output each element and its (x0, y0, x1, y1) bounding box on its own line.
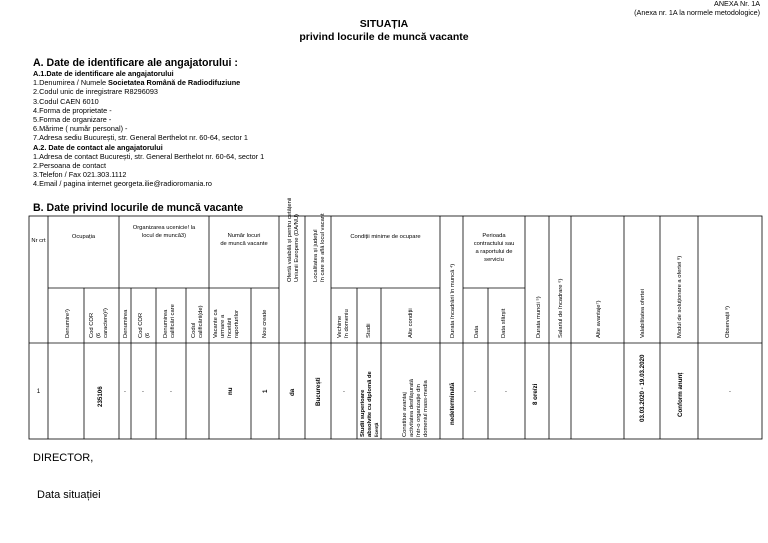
cell-data-sfarsit: - (505, 389, 507, 395)
sub-vacante-3: încetării (227, 317, 233, 338)
cell-oferta: da (289, 388, 296, 396)
sub-nou-create: Nou create (262, 309, 268, 338)
header-durata-incadrarii: Durata încadrării în muncă ⁴) (450, 263, 456, 338)
header-observatii: Observații ⁹) (725, 305, 731, 338)
cell-alte-conditii-1: Constitue avantaj (402, 392, 408, 437)
cell-studii-1: Studii superioare (360, 389, 366, 437)
header-ocupatia: Ocupația (71, 234, 96, 240)
header-perioada-4: serviciu (484, 257, 504, 263)
sub-vacante-2: urmare a (220, 314, 226, 338)
header-salariul: Salariul de încadrare ⁶) (558, 278, 564, 338)
employer-address: 7.Adresa sediu București, str. General Berthelot nr. 60-64, sector 1 (33, 133, 248, 143)
sub-vacante-4: raporturilor (234, 309, 240, 338)
header-numar-2: de muncă vacante (220, 241, 268, 247)
sub-cod-cor-2: (6 (96, 332, 102, 338)
header-organizarea-2: locul de muncă3) (141, 233, 187, 239)
sub-vechime-2: în domeniu (344, 309, 350, 338)
section-b-heading: B. Date privind locurile de muncă vacante (33, 202, 244, 214)
employer-organization: 5.Forma de organizare - (33, 114, 112, 124)
header-conditii: Condiții minime de ocupare (350, 234, 421, 240)
sub-codul-calificarii-2: calificării(de) (198, 305, 204, 338)
sub-vacante-1: Vacante ca (213, 309, 219, 338)
sub-data-sfarsit: Data sfârșit (501, 308, 507, 338)
sub-denumire-calificari-2: calificări care (170, 304, 176, 338)
sub-cod-cor-3: caractere)²) (103, 308, 109, 338)
section-a1-heading: A.1.Date de identificare ale angajatorului (33, 69, 174, 78)
sub-denumirea: Denumirea (123, 309, 129, 338)
sub-vechime-1: Vechime (337, 315, 343, 338)
employer-cui: 2.Codul unic de inregistrare R8296093 (33, 87, 158, 97)
sub-studii: Studii (366, 323, 372, 338)
sub-cod-cor2-2: (6 (145, 332, 151, 338)
header-organizarea-1: Organizarea ucenicie! la (132, 225, 196, 231)
header-oferta-2: Uniunii Europene (DA/NU) (294, 214, 300, 282)
sub-denumire-calificari-1: Denumirea (163, 309, 169, 338)
cell-nr: 1 (36, 388, 41, 395)
cell-cod-cor2: - (142, 389, 144, 395)
cell-valabilitate: 03.03.2020 - 19.03.2020 (639, 354, 646, 422)
sub-data: Data (474, 325, 480, 338)
cell-alte-conditii-2: activitatea desfășurată (409, 378, 415, 437)
header-oferta-1: Ofertă valabilă și pentru cetățenii (287, 197, 293, 282)
section-a2-heading: A.2. Date de contact ale angajatorului (33, 142, 163, 152)
employer-caen: 3.Codul CAEN 6010 (33, 96, 99, 106)
cell-vacante: nu (227, 387, 234, 395)
cell-durata-incadrarii: nedeterminată (449, 382, 456, 425)
sub-alte-conditii: Alte condiții (408, 308, 414, 338)
header-nr-crt: Nr crt (31, 238, 46, 244)
cell-alte-conditii-4: domeniul mass-media (423, 380, 429, 437)
sub-codul-calificarii-1: Codul (191, 322, 197, 338)
section-a-heading: A. Date de identificare ale angajatorului : (33, 57, 238, 69)
header-numar-1: Număr locuri (227, 233, 261, 239)
annex-line-2: (Anexa nr. 1A la normele metodologice) (634, 7, 760, 17)
cell-alte-conditii-3: într-o organizație din (416, 384, 422, 437)
header-localitate-2: în care se află locul vacant (320, 213, 326, 282)
cell-vechime: - (343, 389, 345, 395)
document-title: SITUAȚIA (359, 18, 409, 30)
header-perioada-2: contractului sau (473, 241, 515, 247)
header-modul: Modul de soluționare a ofertei ⁸) (677, 255, 683, 338)
contact-person: 2.Persoana de contact (33, 160, 107, 170)
contact-address: 1.Adresa de contact București, str. General Berthelot nr. 60-64, sector 1 (33, 151, 265, 161)
cell-denumire-calificari: - (170, 389, 172, 395)
sub-cod-cor2-1: Cod COR (138, 312, 144, 338)
data-situatiei-label: Data situației (37, 489, 101, 501)
cell-denumirea: - (124, 389, 126, 395)
employer-name-value: Societatea Română de Radiodifuziune (108, 78, 241, 88)
header-perioada-3: a raportului de (475, 249, 513, 255)
header-durata-muncii: Durata muncii ⁵) (536, 296, 542, 338)
contact-email: 4.Email / pagina internet georgeta.ilie@radioromania.ro (33, 179, 212, 189)
sub-cod-cor-1: Cod COR (89, 312, 95, 338)
header-valabilitatea: Valabilitatea ofertei (640, 289, 646, 338)
annex-line-1: ANEXA Nr. 1A (714, 0, 760, 8)
employer-size: 6.Mărime ( număr personal) - (33, 124, 128, 134)
employer-ownership: 4.Forma de proprietate - (33, 105, 112, 115)
cell-cod-cor: 235106 (97, 386, 104, 407)
cell-modul: Conform anunț (677, 372, 684, 417)
cell-observatii: - (729, 389, 731, 395)
cell-data: - (474, 389, 476, 395)
sub-denumire: Denumire¹) (65, 309, 71, 338)
cell-nou-create: 1 (262, 389, 269, 393)
header-avantaje: Alte avantaje⁷) (596, 300, 602, 338)
cell-studii-2: absolvite cu diplomă de (367, 371, 373, 437)
contact-phone: 3.Telefon / Fax 021.303.1112 (33, 170, 127, 180)
document-subtitle: privind locurile de muncă vacante (299, 31, 469, 43)
cell-studii-3: licență (374, 422, 379, 437)
cell-durata-muncii: 8 ore/zi (532, 383, 539, 405)
header-perioada-1: Perioada (482, 233, 506, 239)
cell-localitate: București (315, 377, 322, 406)
header-localitate-1: Localitatea și județul (313, 229, 319, 282)
director-label: DIRECTOR, (33, 452, 94, 464)
employer-name-label: 1.Denumirea / Numele (33, 78, 109, 88)
